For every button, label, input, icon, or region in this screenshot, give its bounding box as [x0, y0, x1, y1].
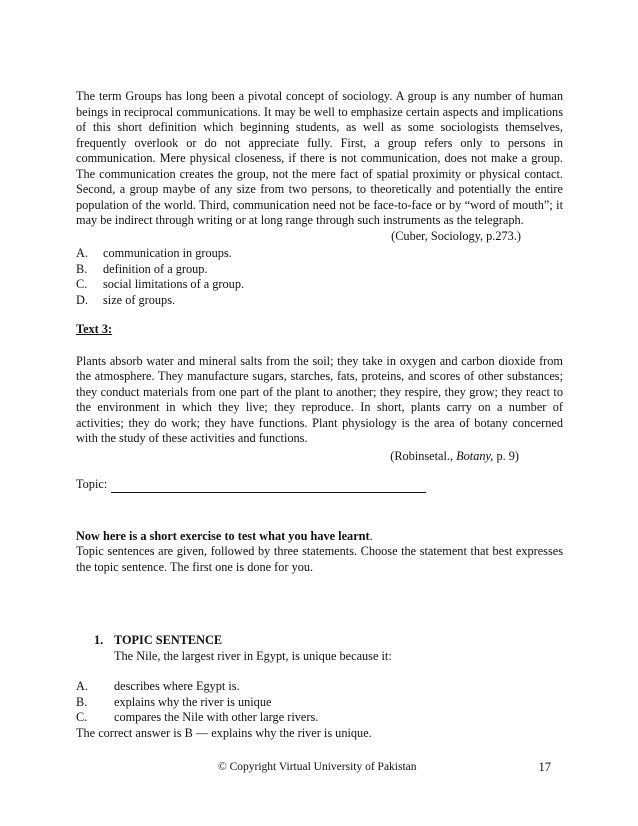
options-list-1: [76, 246, 563, 308]
option-c: C. social limitations of a group.: [76, 277, 245, 291]
exercise-option-a: A. describes where Egypt is.: [76, 679, 240, 693]
page-number: 17: [538, 760, 551, 774]
option-d: D. size of groups.: [76, 292, 176, 307]
text3-heading: Text 3:: [76, 322, 113, 336]
passage-groups: The term Groups has long been a pivotal concept of sociology. A group is any number of human beings in reciprocal communications. It may be well to emphasize certain aspects and implications of this short definition which beginning students, as well as some sociologists themselves, frequently overlook or do not appreciate fully. First, a group refers only to persons in communication. Mere physical closeness, if there is not communication, does not make a group. The communication creates the group, not the mere fact of spatial proximity or physical contact. Second, a group maybe of any size from two persons, to theoretically and potentially the entire population of the world. Third, communication need not be face-to-face or by “word of mouth”; it may be indirect through writing or at long range through such instruments as the telegraph.: [76, 89, 563, 227]
exercise-instructions: Topic sentences are given, followed by three statements. Choose the statement that best expresses the topic sentence. The first one is done for you.: [76, 544, 563, 574]
item-sentence: The Nile, the largest river in Egypt, is unique because it:: [114, 648, 392, 663]
exercise-option-b: B. explains why the river is unique: [76, 694, 272, 709]
exercise-item-1: 1. TOPIC SENTENCE: [94, 633, 223, 647]
option-b: B. definition of a group.: [76, 261, 208, 276]
topic-blank-line[interactable]: [111, 480, 426, 493]
options-list-2: [76, 679, 563, 726]
topic-label: Topic:: [76, 477, 108, 491]
citation-cuber: (Cuber, Sociology, p.273.): [391, 228, 521, 243]
exercise-option-c: C. compares the Nile with other large rivers.: [76, 710, 319, 724]
citation-robins: (Robinsetal., Botany, p. 9): [390, 448, 519, 463]
option-a: A. communication in groups.: [76, 246, 232, 260]
copyright-text: © Copyright Virtual University of Pakistan: [218, 761, 417, 773]
document-page: [76, 89, 563, 741]
correct-answer: The correct answer is B — explains why the river is unique.: [76, 725, 372, 740]
item-title: TOPIC SENTENCE: [114, 633, 223, 647]
topic-field: [76, 477, 563, 493]
page-footer: [76, 760, 563, 776]
exercise-intro: Now here is a short exercise to test what you have learnt.: [76, 528, 373, 543]
passage-plants: Plants absorb water and mineral salts from the soil; they take in oxygen and carbon dioxide from the atmosphere. They manufacture sugars, starches, fats, proteins, and scores of other substances; they conduct materials from one part of the plant to another; they respire, they grow; they react to the environment in which they live; they reproduce. In short, plants carry on a number of activities; they do work; they have functions. Plant physiology is the area of botany concerned with the study of these activities and functions.: [76, 353, 563, 445]
